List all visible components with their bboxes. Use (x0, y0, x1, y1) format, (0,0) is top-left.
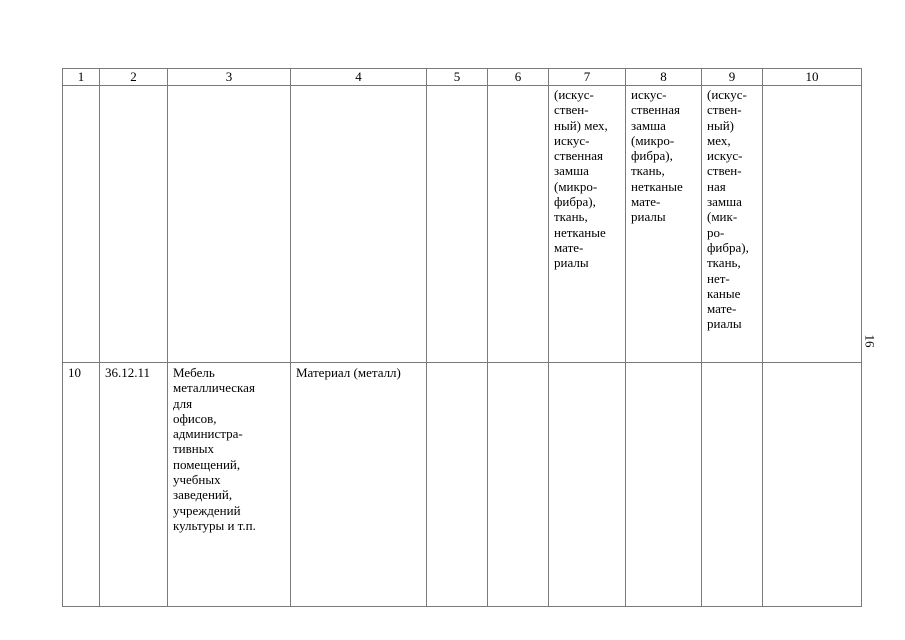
table-cell: Материал (металл) (291, 363, 427, 607)
header-cell: 7 (549, 69, 626, 86)
table-cell (427, 86, 488, 363)
table-cell (763, 363, 862, 607)
table-cell: 10 (63, 363, 100, 607)
header-cell: 5 (427, 69, 488, 86)
page-number: 16 (862, 334, 878, 348)
header-cell: 9 (702, 69, 763, 86)
header-cell: 3 (168, 69, 291, 86)
header-cell: 10 (763, 69, 862, 86)
header-cell: 1 (63, 69, 100, 86)
table-cell (626, 363, 702, 607)
table-cell: (искус- ствен- ный) мех, искус- ственная замша (микро- фибра), ткань, нетканые мате- риалы (549, 86, 626, 363)
table-cell (763, 86, 862, 363)
header-cell: 8 (626, 69, 702, 86)
table-header-row (63, 69, 862, 86)
table-row (63, 363, 862, 607)
table-cell (63, 86, 100, 363)
table-cell (549, 363, 626, 607)
table-cell (488, 363, 549, 607)
table-cell (168, 86, 291, 363)
header-cell: 4 (291, 69, 427, 86)
header-cell: 2 (100, 69, 168, 86)
header-cell: 6 (488, 69, 549, 86)
table-cell (100, 86, 168, 363)
table-cell: (искус- ствен- ный) мех, искус- ствен- ная замша (мик- ро- фибра), ткань, нет- каные мате- риалы (702, 86, 763, 363)
table-cell (291, 86, 427, 363)
table-cell (427, 363, 488, 607)
table-row (63, 86, 862, 363)
table-cell: искус- ственная замша (микро- фибра), ткань, нетканые мате- риалы (626, 86, 702, 363)
table-cell: 36.12.11 (100, 363, 168, 607)
table-cell: Мебель металлическая для офисов, администра- тивных помещений, учебных заведений, учреждений культуры и т.п. (168, 363, 291, 607)
table-cell (488, 86, 549, 363)
requirements-table (62, 68, 862, 607)
table-cell (702, 363, 763, 607)
